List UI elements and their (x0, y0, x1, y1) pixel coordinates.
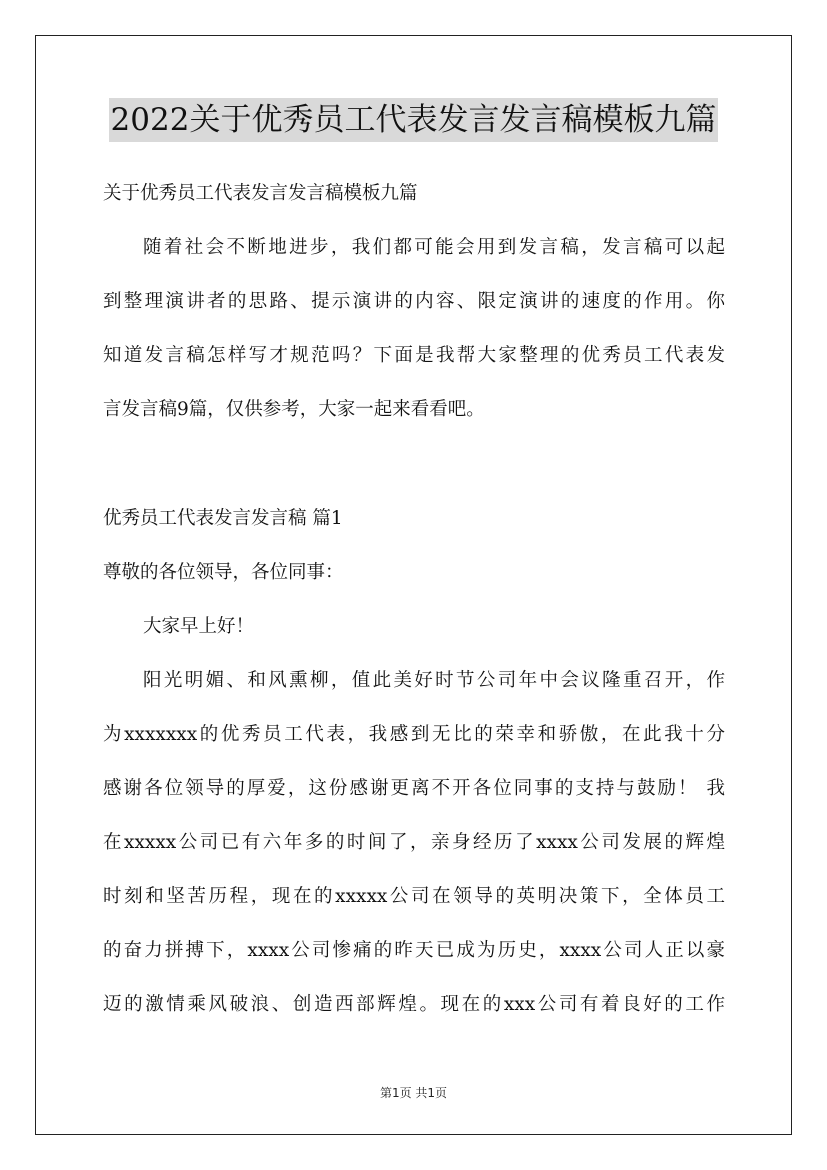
title-container (0, 98, 827, 142)
body-line-6: 的奋力拼搏下，xxxx公司惨痛的昨天已成为历史，xxxx公司人正以豪 (103, 940, 725, 961)
body-line-3: 感谢各位领导的厚爱，这份感谢更离不开各位同事的支持与鼓励！ 我 (103, 778, 725, 799)
salutation: 尊敬的各位领导，各位同事： (103, 562, 344, 583)
body-line-1: 阳光明媚、和风熏柳，值此美好时节公司年中会议隆重召开，作 (143, 670, 725, 691)
intro-line-4: 言发言稿9篇，仅供参考，大家一起来看看吧。 (103, 399, 485, 420)
section-heading: 优秀员工代表发言发言稿 篇1 (103, 508, 343, 529)
intro-line-3: 知道发言稿怎样写才规范吗？下面是我帮大家整理的优秀员工代表发 (103, 345, 725, 366)
body-line-4: 在xxxxx公司已有六年多的时间了，亲身经历了xxxx公司发展的辉煌 (103, 832, 725, 853)
body-line-5: 时刻和坚苦历程，现在的xxxxx公司在领导的英明决策下，全体员工 (103, 886, 725, 907)
body-line-7: 迈的激情乘风破浪、创造西部辉煌。现在的xxx公司有着良好的工作 (103, 994, 725, 1015)
subtitle: 关于优秀员工代表发言发言稿模板九篇 (103, 183, 418, 204)
document-title: 2022关于优秀员工代表发言发言稿模板九篇 (109, 98, 719, 142)
body-line-2: 为xxxxxxx的优秀员工代表，我感到无比的荣幸和骄傲，在此我十分 (103, 724, 725, 745)
intro-line-2: 到整理演讲者的思路、提示演讲的内容、限定演讲的速度的作用。你 (103, 291, 725, 312)
intro-line-1: 随着社会不断地进步，我们都可能会用到发言稿，发言稿可以起 (143, 237, 725, 258)
greeting: 大家早上好！ (143, 616, 255, 637)
page-footer: 第1页 共1页 (379, 1086, 448, 1100)
